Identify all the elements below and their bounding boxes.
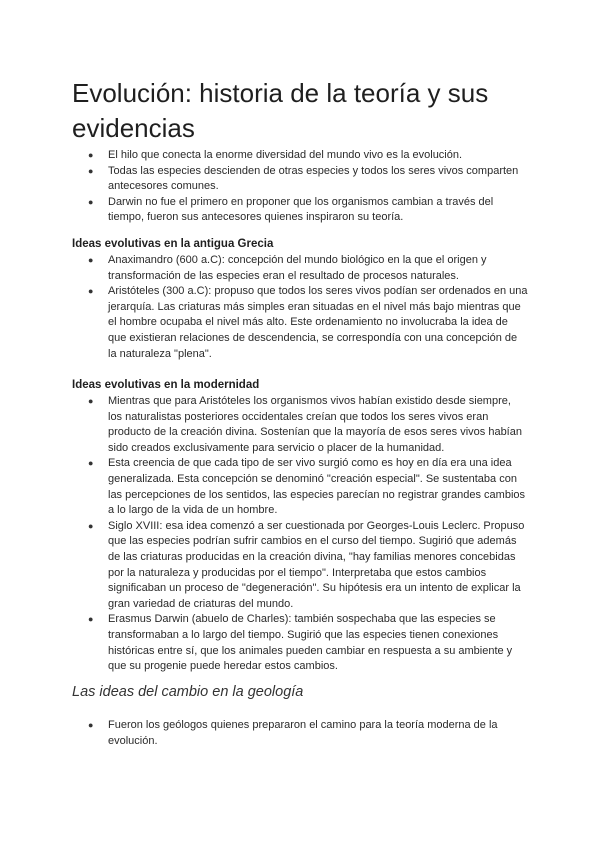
bullet-icon: ● [88, 720, 94, 730]
list-item-text: Erasmus Darwin (abuelo de Charles): también sospechaba que las especies se transformaban a lo largo del tiempo. Sugirió que las especies tienen conexiones históricas entre sí, que los animales pueden cambiar en respuesta a su ambiente y que su progenie puede heredar estos cambios. [108, 613, 513, 673]
list-item [88, 195, 528, 226]
list-item [88, 612, 528, 674]
bullet-icon: ● [88, 520, 94, 531]
bullet-icon: ● [88, 165, 94, 176]
bullet-icon: ● [88, 458, 94, 469]
list-item [88, 394, 528, 456]
list-item-text: El hilo que conecta la enorme diversidad del mundo vivo es la evolución. [108, 149, 463, 161]
section-heading-greece: Ideas evolutivas en la antigua Grecia [72, 238, 274, 250]
page-title: Evolución: historia de la teoría y sus evidencias [72, 78, 489, 143]
list-item [88, 253, 528, 284]
bullet-icon: ● [88, 396, 94, 406]
section-heading-modern: Ideas evolutivas en la modernidad [72, 379, 260, 391]
list-item-text: Mientras que para Aristóteles los organismos vivos habían existido desde siempre, los naturalistas posteriores occidentales creían que todos los seres vivos eran producto de la creación divina. Sostenían que la mayoría de esos seres vivos habían sido creados exclusivamente para servicio o placer de la humanidad. [108, 395, 522, 454]
list-item [88, 284, 528, 362]
list-item-text: Darwin no fue el primero en proponer que los organismos cambian a través del tiempo, fueron sus antecesores quienes inspiraron su teoría. [108, 195, 494, 224]
list-item-text: Todas las especies descienden de otras especies y todos los seres vivos comparten antecesores comunes. [108, 164, 519, 193]
bullet-icon: ● [88, 614, 94, 625]
bullet-icon: ● [88, 286, 94, 297]
greece-list [88, 253, 528, 362]
bullet-icon: ● [88, 196, 94, 207]
list-item-text: Anaximandro (600 a.C): concepción del mundo biológico en la que el origen y transformación de las especies eran el resultado de procesos naturales. [108, 254, 487, 282]
modern-list [88, 394, 528, 675]
geology-list [88, 718, 528, 749]
list-item [88, 148, 528, 164]
list-item-text: Esta creencia de que cada tipo de ser vivo surgió como es hoy en día era una idea generalizada. Esta concepción se denominó "creación especial". Se sustentaba con las percepciones de los sentidos, las especies parecían no registrar grandes cambios a lo largo de la vida de un hombre. [108, 457, 526, 517]
list-item [88, 164, 528, 195]
list-item [88, 718, 528, 749]
list-item-text: Aristóteles (300 a.C): propuso que todos los seres vivos podían ser ordenados en una jerarquía. Las criaturas más simples eran situadas en el nivel más bajo mientras que el hombre ocupaba el nivel más alto. Este ordenamiento no involucraba la idea de que existieran relaciones de descendencia, se correspondía con una concepción de la naturaleza "plena". [108, 285, 528, 360]
list-item-text: Siglo XVIII: esa idea comenzó a ser cuestionada por Georges-Louis Leclerc. Propuso que las especies podrían sufrir cambios en el curso del tiempo. Sugirió que además de las criaturas producidas en la creación divina, "hay familias menores concebidas por la naturaleza y producidas por el tiempo". Interpretaba que estos cambios significaban un proceso de "degeneración". Su hipótesis era un intento de explicar la gran variedad de criaturas del mundo. [108, 519, 525, 610]
bullet-icon: ● [88, 255, 94, 265]
list-item [88, 519, 528, 613]
section-heading-geology: Las ideas del cambio en la geología [72, 684, 304, 700]
bullet-icon: ● [88, 150, 94, 160]
list-item [88, 456, 528, 518]
intro-list [88, 148, 528, 226]
list-item-text: Fueron los geólogos quienes prepararon el camino para la teoría moderna de la evolución. [108, 719, 498, 747]
